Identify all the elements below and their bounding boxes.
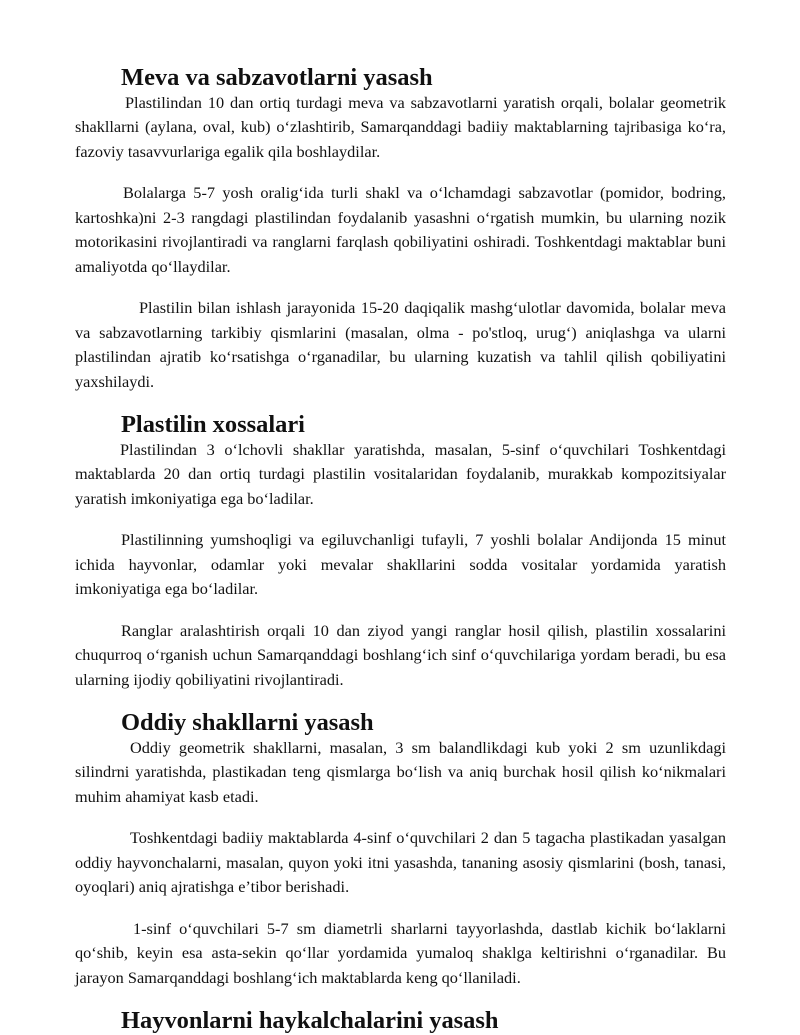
paragraph: Plastilindan 10 dan ortiq turdagi meva va sabzavotlarni yaratish orqali, bolalar geometrik shakllarni (aylana, oval, kub) o‘zlashtirib, Samarqanddagi badiiy maktablarning tajribasiga ko‘ra, fazoviy tasavvurlariga egalik qila boshlaydilar. — [75, 92, 726, 161]
paragraph: Toshkentdagi badiiy maktablarda 4-sinf o‘quvchilari 2 dan 5 tagacha plastikadan yasalgan oddiy hayvonchalarni, masalan, quyon yoki itni yasashda, tananing asosiy qismlarini (bosh, tanasi, oyoqlari) aniq ajratishga e’tibor berishadi. — [75, 828, 726, 896]
document-page — [75, 66, 726, 1034]
paragraph: Plastilinning yumshoqligi va egiluvchanligi tufayli, 7 yoshli bolalar Andijonda 15 minut ichida hayvonlar, odamlar yoki mevalar shakllarini sodda vositalar yordamida yaratish imkoniyatiga ega bo‘ladilar. — [75, 530, 726, 598]
section-heading-plastilin: Plastilin xossalari — [121, 411, 305, 438]
paragraph: Plastilin bilan ishlash jarayonida 15-20 daqiqalik mashg‘ulotlar davomida, bolalar meva va sabzavotlarning tarkibiy qismlarini (masalan, olma - po'stloq, urug‘) aniqlashga va ularni plastilindan ajratib ko‘rsatishga o‘rganadilar, bu ularning kuzatish va tahlil qilish qobiliyatini yaxshilaydi. — [75, 298, 726, 391]
section-heading-hayvonlar: Hayvonlarni haykalchalarini yasash — [121, 1007, 499, 1034]
paragraph: Plastilindan 3 o‘lchovli shakllar yaratishda, masalan, 5-sinf o‘quvchilari Toshkentdagi maktablarda 20 dan ortiq turdagi plastilin vositalaridan foydalanib, murakkab kompozitsiyalar yaratish imkoniyatiga ega bo‘ladilar. — [75, 439, 726, 508]
section-heading-oddiy: Oddiy shakllarni yasash — [121, 709, 374, 736]
paragraph: Ranglar aralashtirish orqali 10 dan ziyod yangi ranglar hosil qilish, plastilin xossalarini chuqurroq o‘rganish uchun Samarqanddagi boshlang‘ich sinf o‘quvchilariga yordam beradi, bu esa ularning ijodiy qobiliyatini rivojlantiradi. — [75, 620, 726, 689]
section-heading-meva: Meva va sabzavotlarni yasash — [121, 64, 433, 91]
paragraph: Oddiy geometrik shakllarni, masalan, 3 sm balandlikdagi kub yoki 2 sm uzunlikdagi silindrni yaratishda, plastikadan teng qismlarga bo‘lish va aniq burchak hosil qilish ko‘nikmalari muhim ahamiyat kasb etadi. — [75, 737, 726, 806]
paragraph: 1-sinf o‘quvchilari 5-7 sm diametrli sharlarni tayyorlashda, dastlab kichik bo‘laklarni qo‘shib, keyin esa asta-sekin qo‘llar yordamida yumaloq shaklga keltirishni o‘rganadilar. Bu jarayon Samarqanddagi boshlang‘ich maktablarda keng qo‘llaniladi. — [75, 918, 726, 987]
paragraph: Bolalarga 5-7 yosh oralig‘ida turli shakl va o‘lchamdagi sabzavotlar (pomidor, bodring, kartoshka)ni 2-3 rangdagi plastilindan foydalanib yasashni o‘rgatish mumkin, bu ularning nozik motorikasini rivojlantiradi va ranglarni farqlash qobiliyatini oshiradi. Toshkentdagi maktablar buni amaliyotda qo‘llaydilar. — [75, 183, 726, 276]
